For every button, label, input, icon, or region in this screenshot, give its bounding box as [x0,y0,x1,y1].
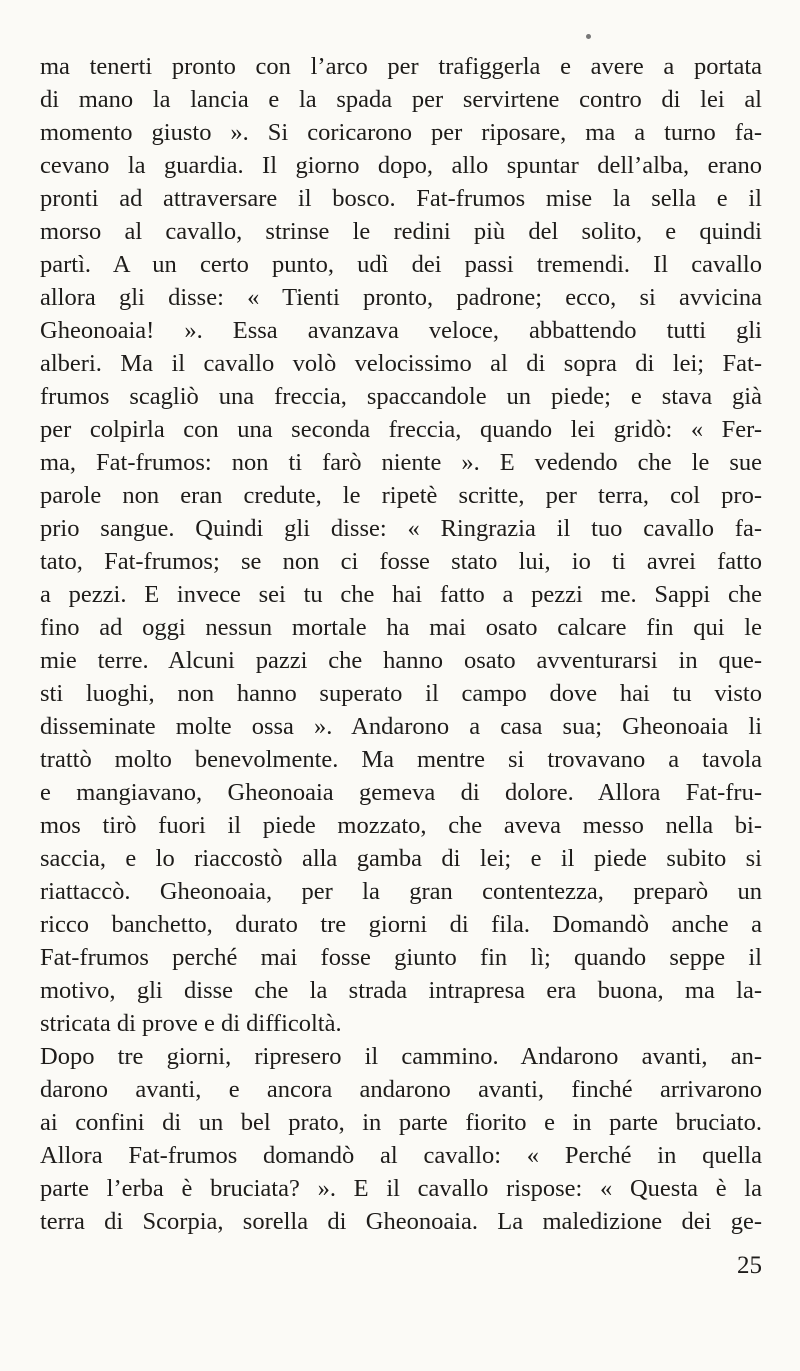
text-line: tato, Fat-frumos; se non ci fosse stato lui, io ti avrei fatto [40,548,762,575]
page-number: 25 [737,1252,762,1279]
text-line: a pezzi. E invece sei tu che hai fatto a pezzi me. Sappi che [40,581,762,608]
text-line: frumos scagliò una freccia, spaccandole un piede; e stava già [40,383,762,410]
text-line: ma tenerti pronto con l’arco per trafiggerla e avere a portata [40,53,762,80]
text-line: sti luoghi, non hanno superato il campo dove hai tu visto [40,680,762,707]
text-line: motivo, gli disse che la strada intrapresa era buona, ma la- [40,977,762,1004]
text-line: morso al cavallo, strinse le redini più del solito, e quindi [40,218,762,245]
text-line: ricco banchetto, durato tre giorni di fila. Domandò anche a [40,911,762,938]
text-line: allora gli disse: « Tienti pronto, padrone; ecco, si avvicina [40,284,762,311]
text-line: di mano la lancia e la spada per servirtene contro di lei al [40,86,762,113]
scan-mark [586,34,591,39]
text-line: disseminate molte ossa ». Andarono a casa sua; Gheonoaia li [40,713,762,740]
text-line: parole non eran credute, le ripetè scritte, per terra, col pro- [40,482,762,509]
text-line: fino ad oggi nessun mortale ha mai osato calcare fin qui le [40,614,762,641]
text-line: e mangiavano, Gheonoaia gemeva di dolore. Allora Fat-fru- [40,779,762,806]
text-line: Allora Fat-frumos domandò al cavallo: « Perché in quella [40,1142,762,1169]
text-line: ma, Fat-frumos: non ti farò niente ». E vedendo che le sue [40,449,762,476]
text-line: alberi. Ma il cavallo volò velocissimo al di sopra di lei; Fat- [40,350,762,377]
text-line: prio sangue. Quindi gli disse: « Ringrazia il tuo cavallo fa- [40,515,762,542]
text-line: saccia, e lo riaccostò alla gamba di lei; e il piede subito si [40,845,762,872]
text-line: mie terre. Alcuni pazzi che hanno osato avventurarsi in que- [40,647,762,674]
text-line: darono avanti, e ancora andarono avanti, finché arrivarono [40,1076,762,1103]
text-line: momento giusto ». Si coricarono per riposare, ma a turno fa- [40,119,762,146]
text-line: per colpirla con una seconda freccia, quando lei gridò: « Fer- [40,416,762,443]
text-line: terra di Scorpia, sorella di Gheonoaia. La maledizione dei ge- [40,1208,762,1235]
text-line: trattò molto benevolmente. Ma mentre si trovavano a tavola [40,746,762,773]
text-line: cevano la guardia. Il giorno dopo, allo spuntar dell’alba, erano [40,152,762,179]
text-line: Gheonoaia! ». Essa avanzava veloce, abbattendo tutti gli [40,317,762,344]
text-line: riattaccò. Gheonoaia, per la gran contentezza, preparò un [40,878,762,905]
text-line: stricata di prove e di difficoltà. [40,1010,342,1037]
text-line: Fat-frumos perché mai fosse giunto fin lì; quando seppe il [40,944,762,971]
text-line: pronti ad attraversare il bosco. Fat-frumos mise la sella e il [40,185,762,212]
text-line: Dopo tre giorni, ripresero il cammino. Andarono avanti, an- [40,1043,762,1070]
text-line: partì. A un certo punto, udì dei passi tremendi. Il cavallo [40,251,762,278]
text-line: mos tirò fuori il piede mozzato, che aveva messo nella bi- [40,812,762,839]
text-line: ai confini di un bel prato, in parte fiorito e in parte bruciato. [40,1109,762,1136]
body-text [40,50,762,1238]
text-line: parte l’erba è bruciata? ». E il cavallo rispose: « Questa è la [40,1175,762,1202]
